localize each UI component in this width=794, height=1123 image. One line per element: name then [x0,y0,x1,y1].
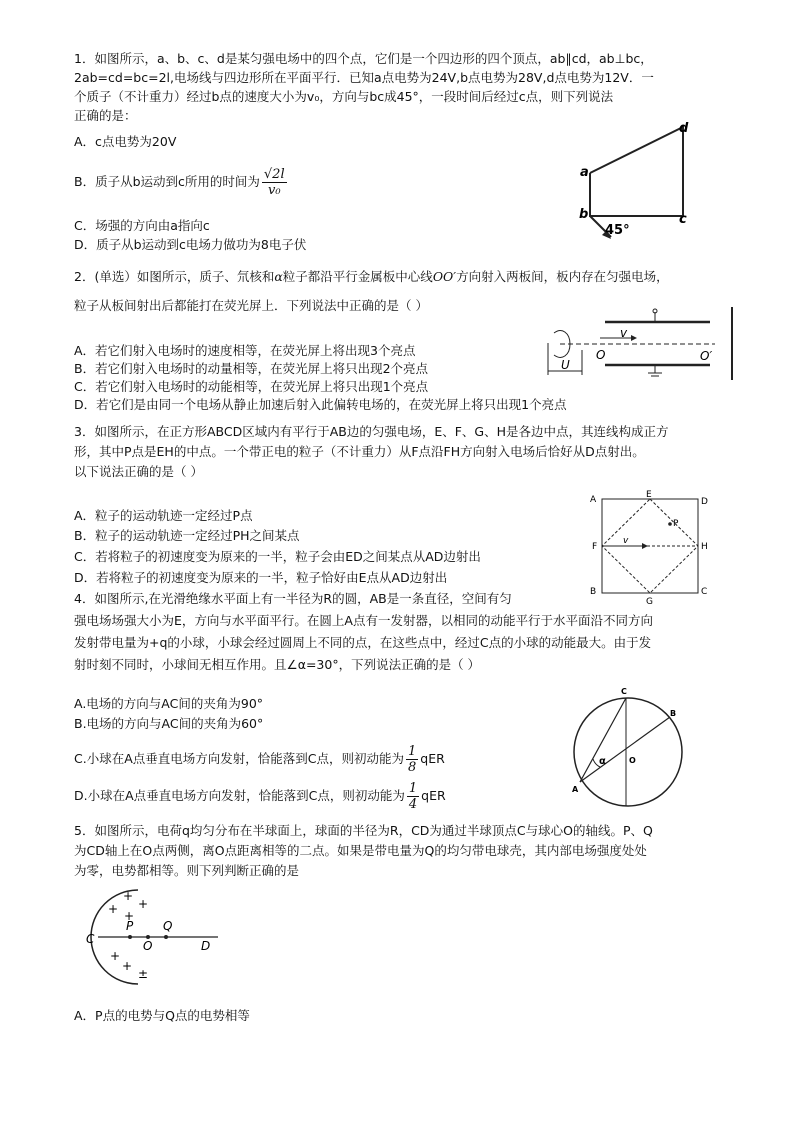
q5-point-p [128,935,132,939]
q1-figure [575,118,695,258]
q4-label-b: B [670,709,677,718]
q4-d-denominator: 4 [408,797,418,812]
q5-label-d: D [201,939,211,953]
q1-fraction-denominator: v₀ [267,183,281,198]
q2-line2: 粒子从板间射出后都能打在荧光屏上．下列说法中正确的是（ ） [74,298,428,313]
q3-figure [588,490,718,605]
q3-line1: 3．如图所示，在正方形ABCD区域内有平行于AB边的匀强电场，E、F、G、H是各边中点，其连线构成正方 [74,424,669,439]
q4-option-c-fraction [406,744,418,775]
q2-option-d: D．若它们是由同一个电场从静止加速后射入此偏转电场的，在荧光屏上将只出现1个亮点 [74,397,567,412]
q5-charge-3: + [108,902,119,916]
q4-label-c: C [621,687,627,696]
q4-circle [574,698,682,806]
q3-option-b: B．粒子的运动轨迹一定经过PH之间某点 [74,528,300,543]
q3-label-c: C [701,587,708,597]
q5-line2: 为CD轴上在O点两侧，离O点距离相等的二点。如果是带电量为Q的均匀带电球壳，其内部电场强度处处 [74,843,647,858]
q5-charge-1: + [123,889,134,903]
q2-line1 [74,268,669,286]
q1-angle-label: 45° [605,223,630,238]
q5-charge-2: + [138,897,149,911]
q1-option-b [74,164,289,200]
q5-option-a: A．P点的电势与Q点的电势相等 [74,1008,250,1023]
q1-option-b-text: B．质子从b运动到c所用的时间为 [74,174,260,189]
q1-label-b: b [579,207,589,222]
q4-option-d [74,777,446,815]
q3-label-g: G [646,597,653,605]
q1-fraction-numerator: √2l [263,167,285,182]
q2-label-o: O [596,348,606,362]
q3-label-e: E [646,490,652,500]
q1-line1: 1．如图所示，a、b、c、d是某匀强电场中的四个点，它们是一个四边形的四个顶点，ab∥cd，ab⊥bc， [74,51,653,66]
q2-option-c: C．若它们射入电场时的动能相等，在荧光屏上将只出现1个亮点 [74,379,429,394]
q3-line3: 以下说法正确的是（ ） [74,464,203,479]
q5-line3: 为零，电势都相等。则下列判断正确的是 [74,863,300,878]
q1-option-b-fraction [262,167,287,198]
q4-diameter-ab [580,717,670,782]
q3-option-a: A．粒子的运动轨迹一定经过P点 [74,508,253,523]
q4-line3: 发射带电量为+q的小球，小球会经过圆周上不同的点，在这些点中，经过C点的小球的动能最大。由于发 [74,635,652,650]
q1-label-a: a [580,165,589,180]
q3-label-f: F [592,542,598,552]
q4-option-d-unit: qER [421,788,446,803]
q4-option-c [74,740,445,778]
q5-point-q [164,935,168,939]
q4-option-c-unit: qER [420,751,445,766]
q4-line2: 强电场场强大小为E，方向与水平面平行。在圆上A点有一发射器，以相同的动能平行于水平面沿不同方向 [74,613,653,628]
q4-c-numerator: 1 [407,744,417,759]
q4-option-b: B.电场的方向与AC间的夹角为60° [74,716,264,731]
q2-line1-text: 2．(单选）如图所示，质子、氘核和 [74,269,275,284]
q4-line4: 射时刻不同时，小球间无相互作用。且∠α=30°，下列说法正确的是（ ） [74,657,481,672]
q1-line3: 个质子（不计重力）经过b点的速度大小为v₀，方向与bc成45°，一段时间后经过c点，则下列说法 [74,89,614,104]
q3-option-d: D．若将粒子的初速度变为原来的一半，粒子恰好由E点从AD边射出 [74,570,448,585]
q2-label-u: U [561,358,570,372]
q2-alpha: α [274,269,283,284]
q2-figure [540,305,750,380]
q2-label-v: v [620,326,628,340]
q3-label-d: D [701,497,708,507]
q3-label-h: H [701,542,708,552]
q1-line4: 正确的是： [74,108,137,123]
q4-d-numerator: 1 [408,781,418,796]
q5-charge-7: ± [138,967,149,981]
q2-arrow-head [631,335,637,341]
q5-line1: 5．如图所示，电荷q均匀分布在半球面上，球面的半径为R，CD为通过半球顶点C与球心O的轴线。P、Q [74,823,653,838]
q4-label-o: O [629,756,636,765]
q2-oo-prime: OO′ [432,269,457,284]
q5-charge-6: + [122,959,133,973]
q3-arrow-head [642,543,648,549]
q1-option-a: A．c点电势为20V [74,134,177,149]
q2-line1-mid: 粒子都沿平行金属板中心线 [282,269,433,284]
q4-option-c-text: C.小球在A点垂直电场方向发射，恰能落到C点，则初动能为 [74,751,404,766]
q1-label-d: d [679,121,689,136]
q1-quadrilateral [590,127,683,216]
q3-option-c: C．若将粒子的初速度变为原来的一半，粒子会由ED之间某点从AD边射出 [74,549,481,564]
q4-option-a: A.电场的方向与AC间的夹角为90° [74,696,264,711]
q4-option-d-text: D.小球在A点垂直电场方向发射，恰能落到C点，则初动能为 [74,788,405,803]
q1-option-c: C．场强的方向由a指向c [74,218,210,233]
q3-label-b: B [590,587,597,597]
q3-label-a: A [590,495,597,505]
q1-option-d: D．质子从b运动到c电场力做功为8电子伏 [74,237,307,252]
q5-charge-4: + [124,909,135,923]
q2-option-a: A．若它们射入电场时的速度相等，在荧光屏上将出现3个亮点 [74,343,416,358]
q5-label-q: Q [163,919,173,933]
q2-label-o-prime: O′ [700,349,713,363]
q5-figure [80,888,230,988]
q4-label-alpha: α [599,756,606,767]
q3-point-p [668,522,672,526]
q2-option-b: B．若它们射入电场时的动量相等，在荧光屏上将只出现2个亮点 [74,361,429,376]
q1-line2: 2ab=cd=bc=2l,电场线与四边形所在平面平行．已知a点电势为24V,b点电势为28V,d点电势为12V．一 [74,70,654,85]
q4-label-a: A [572,785,579,794]
q3-label-p: P [673,519,679,529]
q2-line1-end: 方向射入两板间，板内存在匀强电场， [456,269,669,284]
q3-label-v: v [623,536,629,546]
q1-label-c: c [679,212,687,227]
q4-option-d-fraction [407,781,419,812]
q5-label-o: O [143,939,153,953]
q5-label-c: C [86,932,95,946]
q4-chord-ac [580,698,626,782]
q4-figure [565,682,695,812]
q3-line2: 形，其中P点是EH的中点。一个带正电的粒子（不计重力）从F点沿FH方向射入电场后恰好从D点射出。 [74,444,645,459]
q4-line1: 4．如图所示,在光滑绝缘水平面上有一半径为R的圆，AB是一条直径，空间有匀 [74,591,512,606]
q5-label-p: P [126,919,134,933]
q4-c-denominator: 8 [407,760,417,775]
q5-charge-5: + [110,949,121,963]
